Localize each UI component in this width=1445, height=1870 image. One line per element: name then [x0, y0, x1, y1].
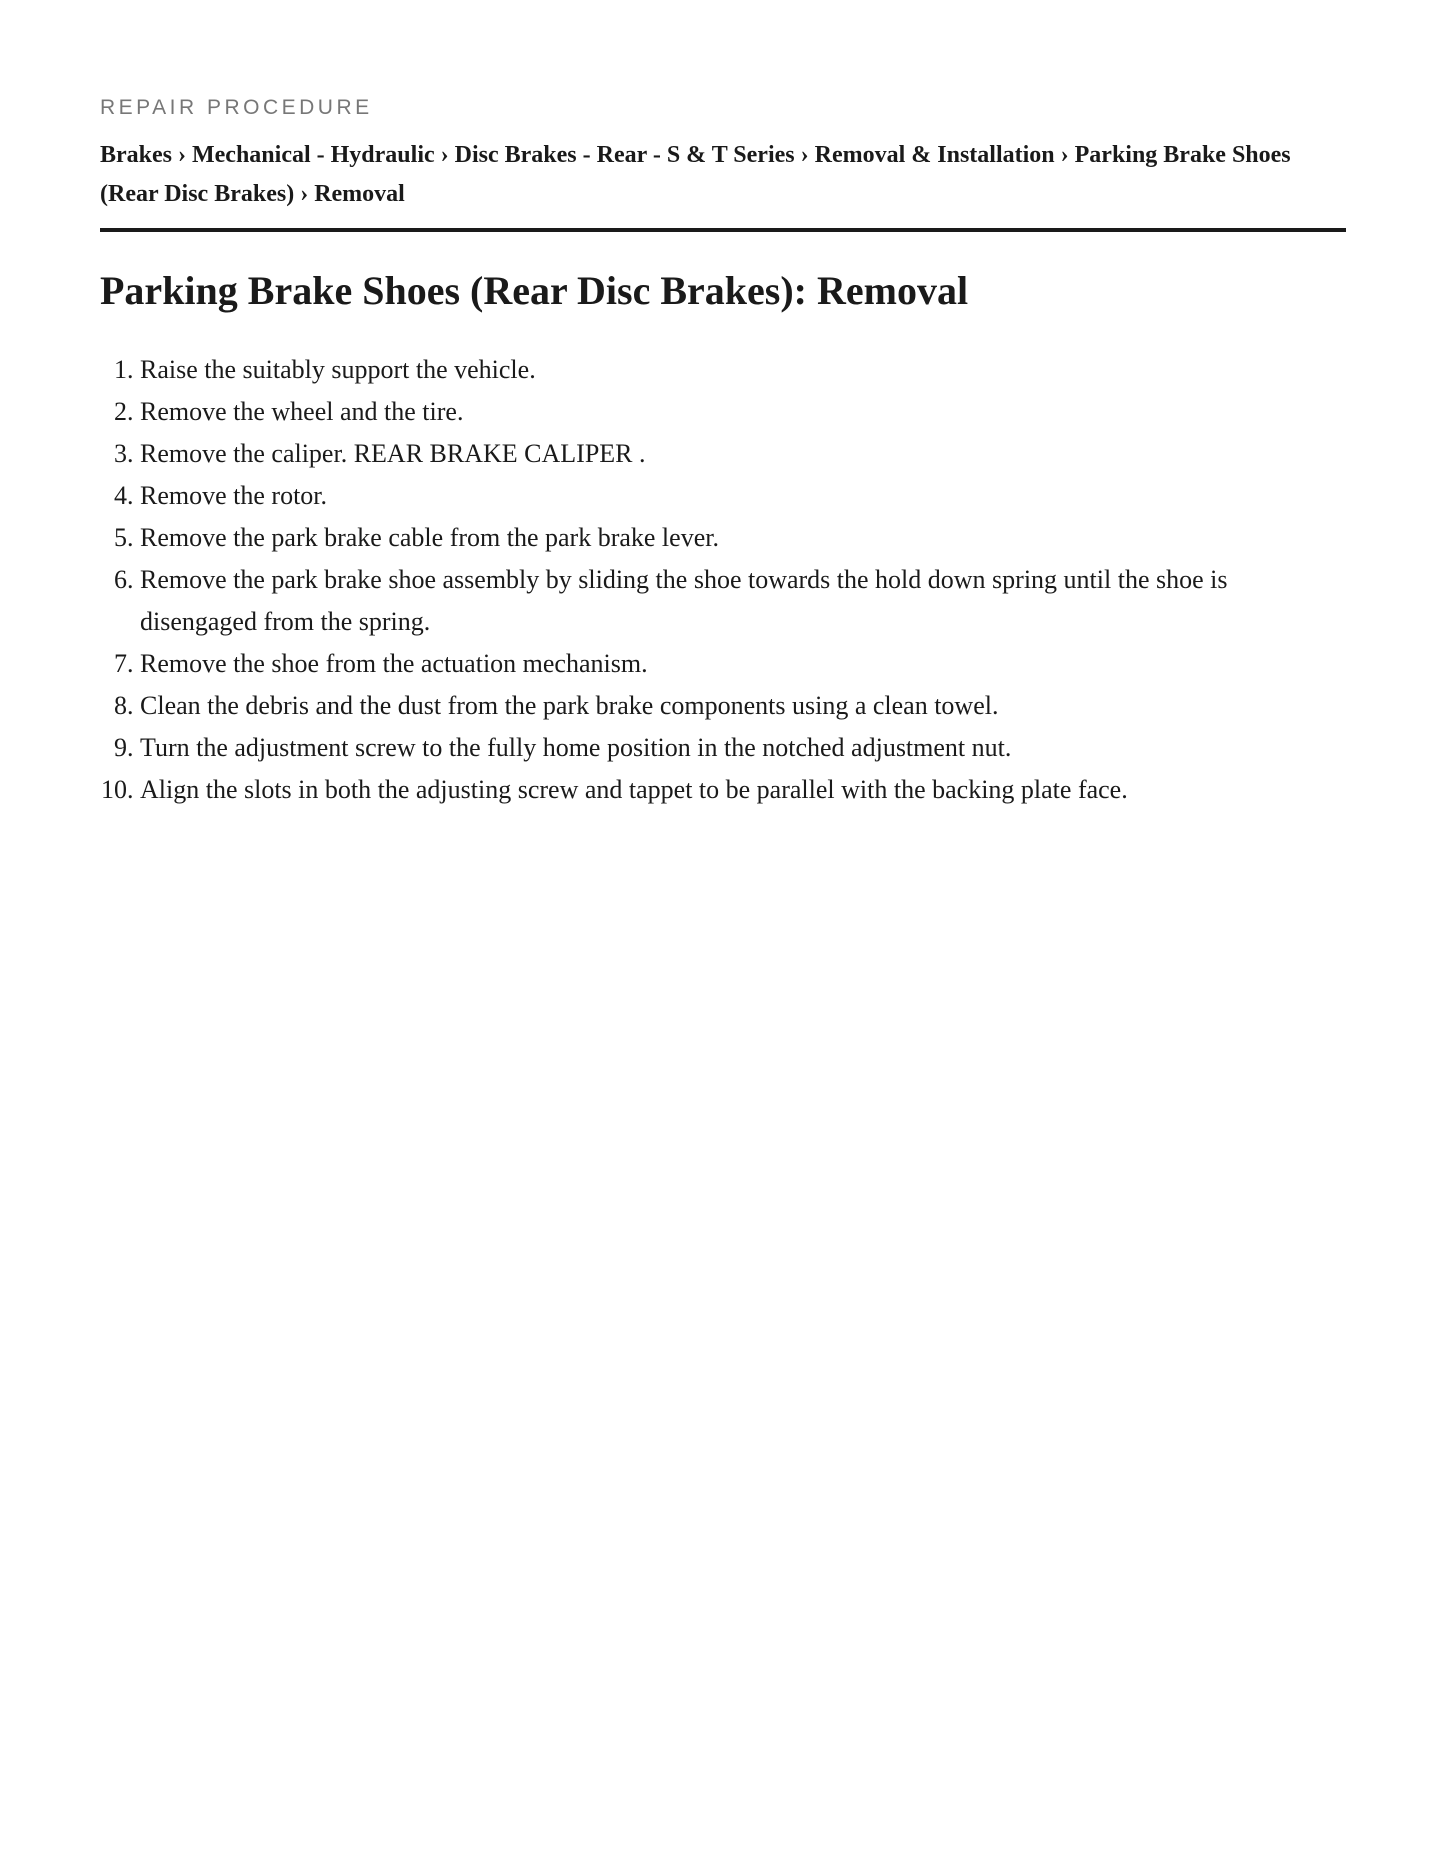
- breadcrumb-item: Brakes: [100, 142, 172, 168]
- breadcrumb: [100, 136, 1346, 214]
- breadcrumb-item: Removal: [314, 181, 405, 207]
- procedure-step: 9. Turn the adjustment screw to the fully home position in the notched adjustment nut.: [140, 727, 1346, 769]
- procedure-step: 3. Remove the caliper. REAR BRAKE CALIPER .: [140, 433, 1346, 475]
- breadcrumb-separator: ›: [178, 142, 192, 168]
- breadcrumb-item: Parking Brake Shoes (Rear Disc Brakes): [100, 142, 1291, 207]
- breadcrumb-separator: ›: [440, 142, 455, 168]
- procedure-step: 2. Remove the wheel and the tire.: [140, 391, 1346, 433]
- breadcrumb-separator: ›: [300, 181, 315, 207]
- procedure-step: 10. Align the slots in both the adjusting screw and tappet to be parallel with the backing plate face.: [140, 769, 1346, 811]
- breadcrumb-item: Disc Brakes - Rear - S & T Series: [454, 142, 795, 168]
- procedure-step: 6. Remove the park brake shoe assembly by sliding the shoe towards the hold down spring until the shoe is disengaged from the spring.: [140, 559, 1346, 643]
- breadcrumb-separator: ›: [1060, 142, 1075, 168]
- section-eyebrow: REPAIR PROCEDURE: [100, 96, 373, 119]
- procedure-step: 8. Clean the debris and the dust from the park brake components using a clean towel.: [140, 685, 1346, 727]
- breadcrumb-item: Mechanical - Hydraulic: [192, 142, 435, 168]
- procedure-step: 7. Remove the shoe from the actuation mechanism.: [140, 643, 1346, 685]
- breadcrumb-separator: ›: [800, 142, 815, 168]
- procedure-step: 1. Raise the suitably support the vehicle.: [140, 349, 1346, 391]
- procedure-step: 4. Remove the rotor.: [140, 475, 1346, 517]
- procedure-steps-list: [100, 349, 1346, 811]
- header-divider: [100, 228, 1346, 232]
- breadcrumb-item: Removal & Installation: [814, 142, 1055, 168]
- page-title: Parking Brake Shoes (Rear Disc Brakes): Removal: [100, 268, 969, 313]
- procedure-step: 5. Remove the park brake cable from the park brake lever.: [140, 517, 1346, 559]
